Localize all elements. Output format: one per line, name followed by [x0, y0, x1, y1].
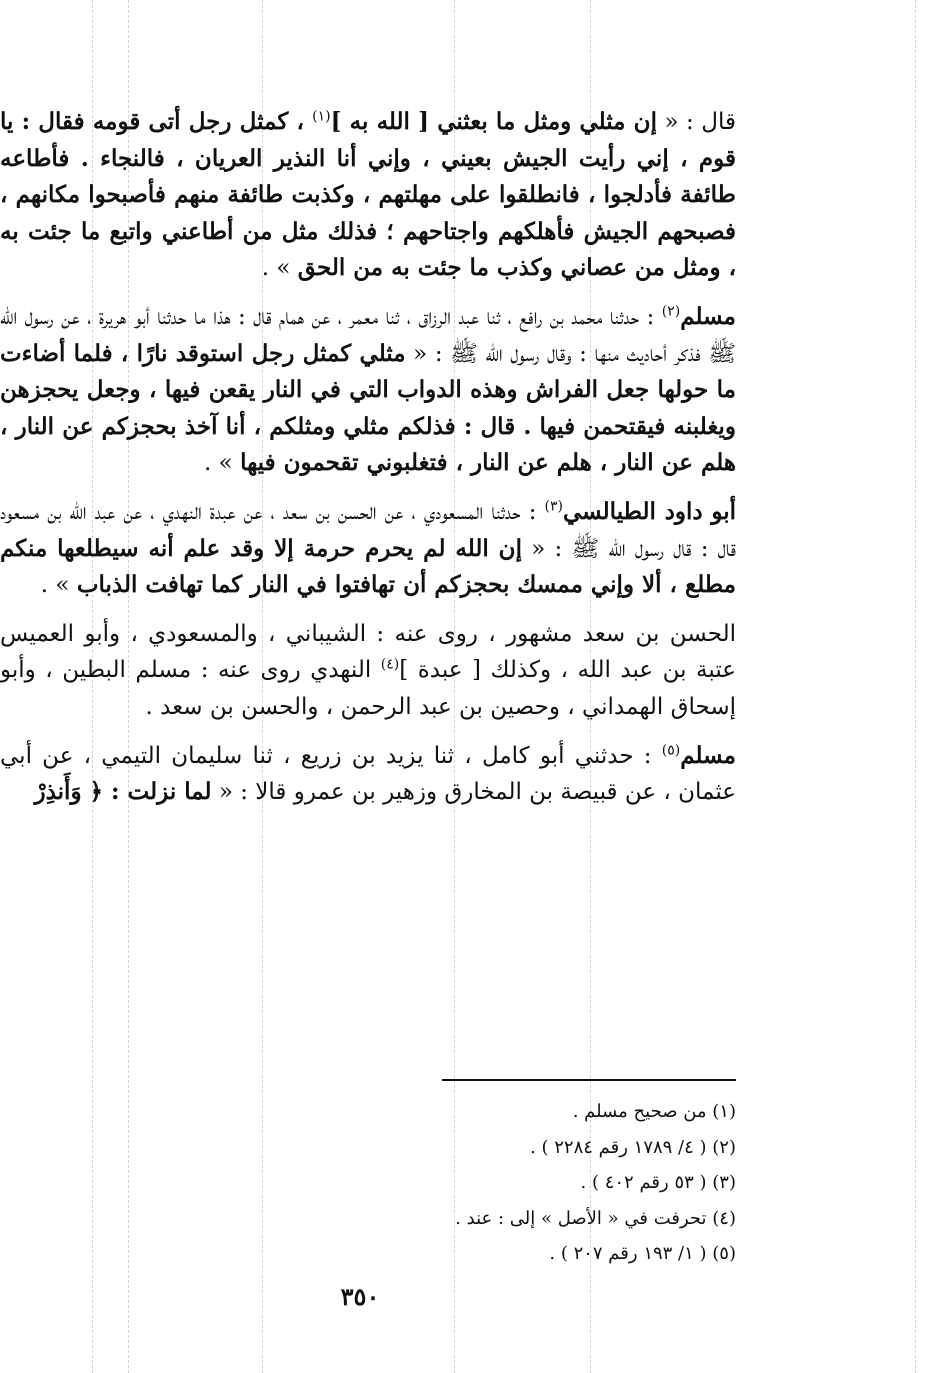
hadith-text: ، كمثل رجل أتى قومه فقال : يا قوم ، إني رأيت الجيش بعيني ، وإني أنا النذير العريان ، فالنجاء . فأطاعه طائفة فأدلجوا ، فانطلقوا على مهلتهم ، وكذبت طائفة منهم فأصبحوا مكانهم ، فصبحهم الجيش فأهلكهم واجتاحهم ؛ فذلك مثل من أطاعني واتبع ما جئت به ، ومثل من عصاني وكذب ما جئت به من الحق — [0, 108, 736, 282]
footnote: (٢) ( ٤/ ١٧٨٩ رقم ٢٢٨٤ ) . — [530, 1136, 736, 1158]
footnote-ref: (١) — [312, 108, 331, 125]
hadith-text: مسلم — [680, 302, 736, 330]
narration-text: النهدي روى عنه : مسلم البطين ، وأبو إسحاق الهمداني ، وحصين بن عبد الرحمن ، والحسن بن سعد . — [0, 657, 736, 720]
footnote-ref: (٤) — [380, 656, 400, 673]
narration-text: الحسن بن سعد مشهور ، روى عنه : الشيباني ، والمسعودي ، وأبو العميس عتبة بن عبد الله ، وكذلك [ عبدة ] — [0, 620, 736, 684]
hadith-text: إن مثلي ومثل ما بعثني [ الله به ] — [330, 108, 657, 135]
narration-text: » . — [204, 450, 241, 477]
hadith-text: مثلي كمثل رجل استوقد نارًا ، فلما أضاءت ما حولها جعل الفراش وهذه الدواب التي في النار يقعن فيها ، وجعل يحجزهن ويغلبنه فيقتحمن فيها . قال : فذلكم مثلي ومثلكم ، أنا آخذ بحجزكم عن النار ، هلم عن النار ، هلم عن النار ، فتغلبوني تقحمون فيها — [0, 339, 736, 477]
main-text — [0, 104, 736, 811]
paragraph — [0, 494, 736, 604]
footnote-ref: (٢) — [661, 303, 681, 320]
hadith-text: لما نزلت : ﴿ وَأَنذِرْ — [34, 778, 212, 806]
page-number: ٣٥٠ — [340, 1282, 380, 1311]
footnote: (٣) ( ٥٣ رقم ٤٠٢ ) . — [580, 1172, 736, 1193]
narration-text: » . — [261, 255, 298, 282]
hadith-text: مسلم — [680, 741, 736, 769]
narration-text: : حدثنا المسعودي ، عن الحسن بن سعد ، عن عبدة النهدي ، عن عبد الله بن مسعود قال : قال رسول الله ﷺ : « — [0, 498, 736, 562]
footnote-separator — [442, 1079, 736, 1081]
footnote: (٤) تحرفت في « الأصل » إلى : عند . — [455, 1207, 736, 1229]
narration-text: » . — [40, 572, 77, 599]
footnote: (١) من صحيح مسلم . — [572, 1101, 736, 1122]
hadith-text: إن الله لم يحرم حرمة إلا وقد علم أنه سيطلعها منكم مطلع ، ألا وإني ممسك بحجزكم أن تهافتوا في النار كما تهافت الذباب — [0, 534, 736, 599]
footnote-ref: (٣) — [544, 498, 563, 515]
narration-text: : حدثنا محمد بن رافع ، ثنا عبد الرزاق ، ثنا معمر ، عن همام قال : هذا ما حدثنا أبو هريرة ، عن رسول الله ﷺ فذكر أحاديث منها : وقال رسول الله ﷺ : « — [0, 303, 736, 367]
paragraph — [0, 104, 736, 287]
scan-guide-line — [915, 0, 916, 1373]
hadith-text: أبو داود الطيالسي — [562, 497, 736, 525]
narration-text: قال : « — [656, 109, 737, 135]
footnote: (٥) ( ١/ ١٩٣ رقم ٢٠٧ ) . — [549, 1243, 736, 1264]
paragraph — [0, 738, 736, 811]
paragraph — [0, 616, 736, 726]
narration-text: : حدثني أبو كامل ، ثنا يزيد بن زريع ، ثنا سليمان التيمي ، عن أبي عثمان ، عن قبيصة بن المخارق وزهير بن عمرو قالا : « — [0, 742, 736, 806]
paragraph — [0, 299, 736, 482]
footnote-ref: (٥) — [661, 741, 681, 758]
footnotes — [206, 1094, 736, 1272]
